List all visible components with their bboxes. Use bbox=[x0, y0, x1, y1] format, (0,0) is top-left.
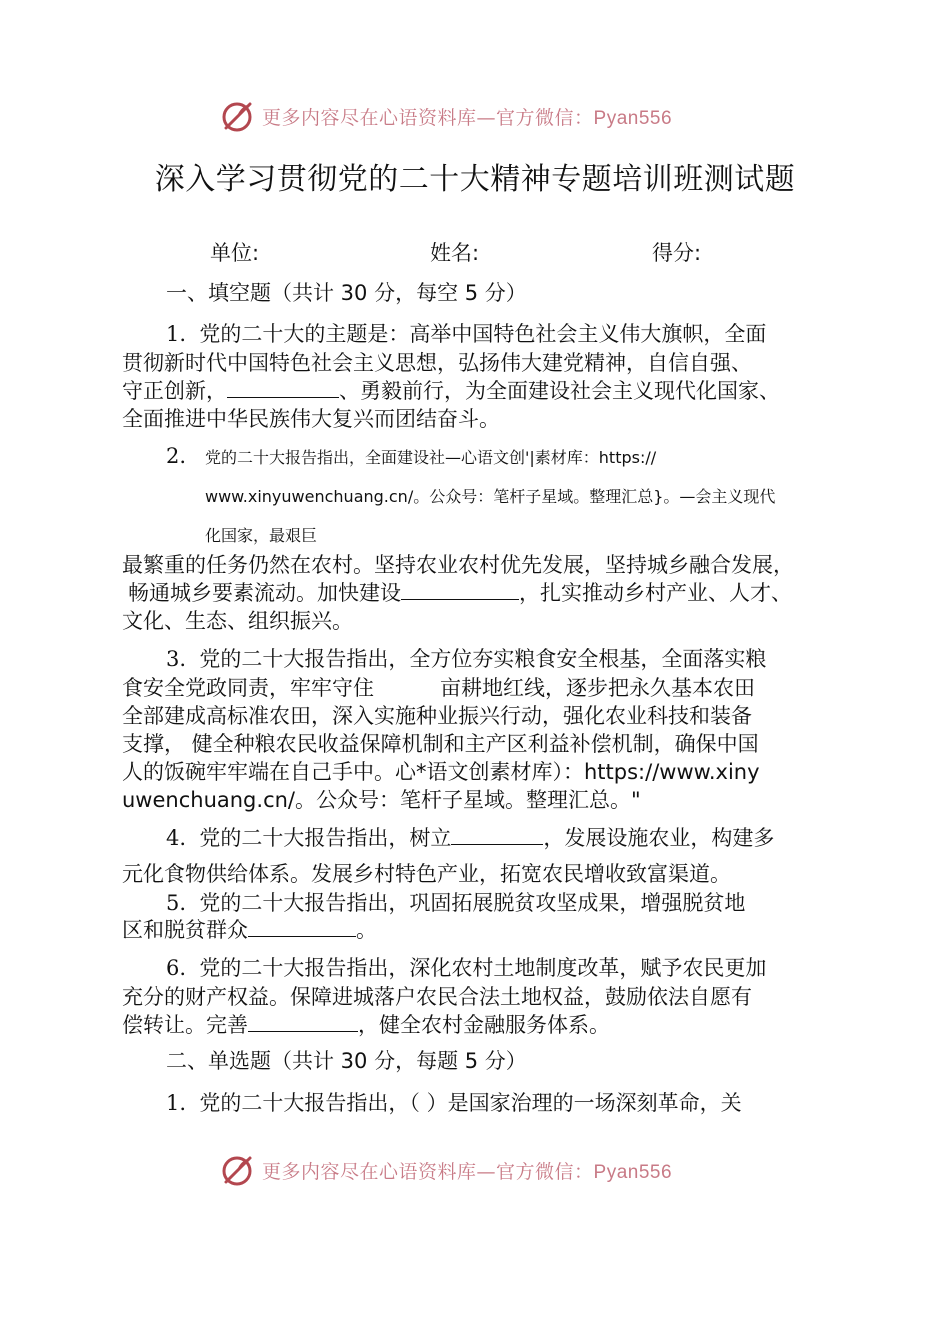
answer-blank bbox=[401, 579, 519, 600]
question-6-line: 充分的财产权益。保障进城落户农民合法土地权益，鼓励依法自愿有 bbox=[122, 985, 752, 1009]
question-2-line: 最繁重的任务仍然在农村。坚持农业农村优先发展，坚持城乡融合发展， bbox=[122, 553, 794, 577]
answer-blank bbox=[248, 1011, 358, 1032]
score-label: 得分: bbox=[652, 241, 702, 265]
page-title: 深入学习贯彻党的二十大精神专题培训班测试题 bbox=[154, 162, 796, 197]
section-heading-single-choice: 二、单选题（共计 30 分，每题 5 分） bbox=[166, 1049, 527, 1073]
footer-banner bbox=[220, 1150, 740, 1190]
single-choice-question-1: 1. 党的二十大报告指出，（ ）是国家治理的一场深刻革命，关 bbox=[166, 1091, 742, 1115]
banner-text: 更多内容尽在心语资料库—官方微信：Pyan556 bbox=[262, 1160, 673, 1183]
quill-logo-icon bbox=[220, 1152, 256, 1188]
question-5-line: 区和脱贫群众 。 bbox=[122, 918, 377, 942]
question-number: 1. bbox=[166, 1091, 187, 1115]
question-3-line: uwenchuang.cn/。公众号：笔杆子星域。整理汇总。" bbox=[122, 788, 641, 812]
question-1-line: 贯彻新时代中国特色社会主义思想，弘扬伟大建党精神，自信自强、 bbox=[122, 351, 752, 375]
question-3-line: 支撑， 健全种粮农民收益保障机制和主产区利益补偿机制，确保中国 bbox=[122, 732, 759, 756]
question-number: 1. bbox=[166, 322, 187, 346]
question-3-line: 全部建成高标准农田，深入实施种业振兴行动，强化农业科技和装备 bbox=[122, 704, 752, 728]
unit-label: 单位: bbox=[210, 241, 260, 265]
question-2-line: 文化、生态、组织振兴。 bbox=[122, 609, 353, 633]
question-1-line: 守正创新， 、勇毅前行，为全面建设社会主义现代化国家、 bbox=[122, 379, 780, 403]
question-number: 2. bbox=[166, 444, 187, 468]
answer-blank bbox=[451, 824, 543, 845]
question-6-line: 6. 党的二十大报告指出，深化农村土地制度改革，赋予农民更加 bbox=[166, 956, 767, 980]
question-3-line: 人的饭碗牢牢端在自己手中。心*语文创素材库）：https://www.xiny bbox=[122, 760, 760, 784]
question-1-line: 1. 党的二十大的主题是：高举中国特色社会主义伟大旗帜，全面 bbox=[166, 322, 767, 346]
question-2-small-line: www.xinyuwenchuang.cn/。公众号：笔杆子星域。整理汇总}。—会主义现代 bbox=[205, 487, 776, 506]
question-number: 4. bbox=[166, 826, 187, 850]
question-2-small-line: 化国家，最艰巨 bbox=[205, 526, 318, 545]
question-6-line: 偿转让。完善 ，健全农村金融服务体系。 bbox=[122, 1013, 610, 1037]
banner-wechat-id: Pyan556 bbox=[593, 1161, 673, 1183]
question-4-line: 元化食物供给体系。发展乡村特色产业，拓宽农民增收致富渠道。 bbox=[122, 862, 731, 886]
question-3-line: 食安全党政同责，牢牢守住 亩耕地红线，逐步把永久基本农田 bbox=[122, 676, 755, 700]
question-number: 3. bbox=[166, 647, 187, 671]
question-number: 6. bbox=[166, 956, 187, 980]
answer-blank bbox=[227, 377, 339, 398]
question-1-line: 全面推进中华民族伟大复兴而团结奋斗。 bbox=[122, 407, 500, 431]
quill-logo-icon bbox=[220, 98, 256, 134]
question-number: 5. bbox=[166, 891, 187, 915]
section-heading-fill-in: 一、填空题（共计 30 分，每空 5 分） bbox=[166, 281, 527, 305]
question-4-line: 4. 党的二十大报告指出，树立 ，发展设施农业，构建多 bbox=[166, 826, 775, 850]
question-3-line: 3. 党的二十大报告指出，全方位夯实粮食安全根基，全面落实粮 bbox=[166, 647, 767, 671]
banner-text: 更多内容尽在心语资料库—官方微信：Pyan556 bbox=[262, 106, 673, 129]
question-5-line: 5. 党的二十大报告指出，巩固拓展脱贫攻坚成果，增强脱贫地 bbox=[166, 891, 746, 915]
name-label: 姓名: bbox=[430, 241, 480, 265]
answer-blank bbox=[248, 916, 356, 937]
banner-wechat-id: Pyan556 bbox=[593, 107, 673, 129]
question-2-small-line: 党的二十大报告指出，全面建设社—心语文创'|素材库：https:// bbox=[205, 448, 657, 467]
question-2-line: 畅通城乡要素流动。加快建设 ，扎实推动乡村产业、人才、 bbox=[128, 581, 792, 605]
header-banner bbox=[220, 96, 740, 136]
